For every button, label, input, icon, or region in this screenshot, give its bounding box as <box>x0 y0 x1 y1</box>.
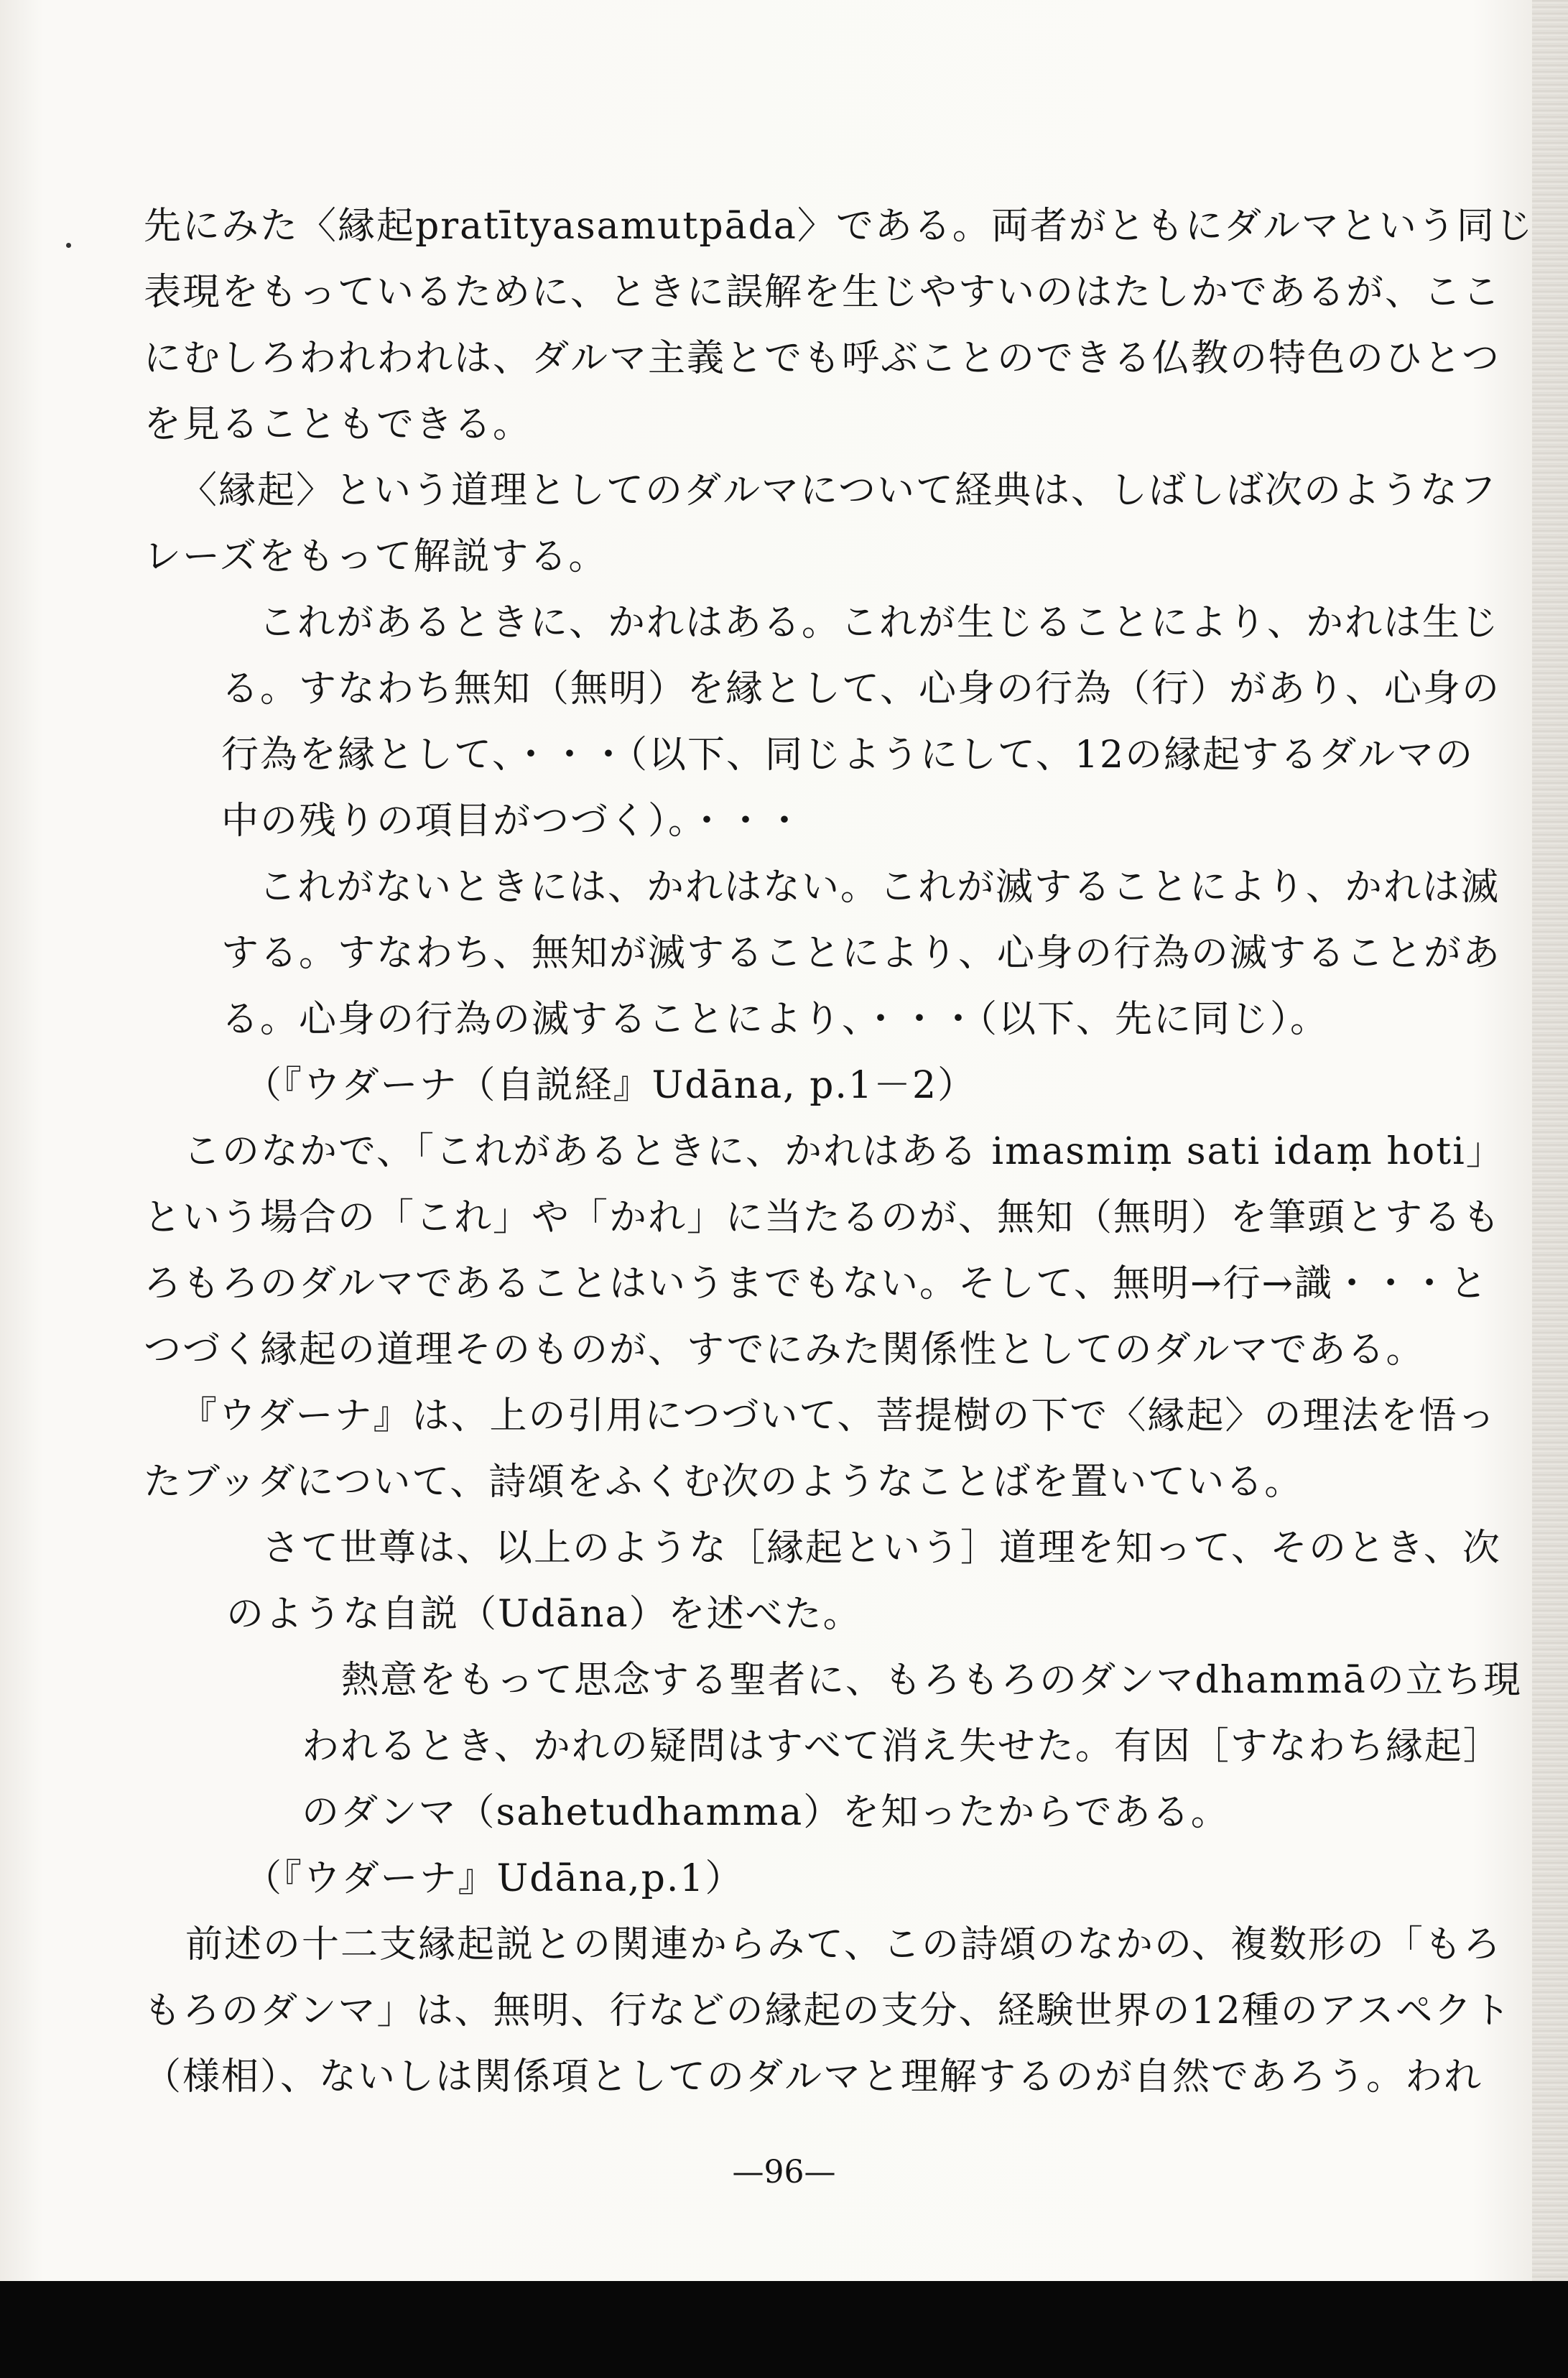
verse-line: われるとき、かれの疑問はすべて消え失せた。有因［すなわち縁起］ <box>302 1725 1502 1768</box>
scan-shadow-edge <box>1532 0 1568 2281</box>
paragraph-first-line: 『ウダーナ』は、上の引用につづいて、菩提樹の下で〈縁起〉の理法を悟っ <box>180 1394 1497 1438</box>
paragraph-first-line: このなかで、「これがあるときに、かれはある imasmiṃ sati idaṃ hoti」 <box>183 1130 1505 1173</box>
verse-line: のダンマ（sahetudhamma）を知ったからである。 <box>302 1791 1230 1834</box>
quote-line: 行為を縁として、・・・（以下、同じようにして、12の縁起するダルマの <box>221 734 1475 777</box>
text-line: もろのダンマ」は、無明、行などの縁起の支分、経験世界の12種のアスペクト <box>144 1989 1512 2032</box>
text-line: という場合の「これ」や「かれ」に当たるのが、無知（無明）を筆頭とするも <box>144 1196 1502 1239</box>
quote-line: のような自説（Udāna）を述べた。 <box>226 1593 862 1636</box>
text-line: を見ることもできる。 <box>144 403 532 446</box>
text-line: 表現をもっているために、ときに誤解を生じやすいのはたしかであるが、ここ <box>144 271 1502 314</box>
quote-line: さて世尊は、以上のような［縁起という］道理を知って、そのとき、次 <box>262 1527 1501 1570</box>
text-line: たブッダについて、詩頌をふくむ次のようなことばを置いている。 <box>144 1461 1304 1504</box>
text-line: レーズをもって解説する。 <box>144 535 608 578</box>
text-line: にむしろわれわれは、ダルマ主義とでも呼ぶことのできる仏教の特色のひとつ <box>144 337 1500 380</box>
quote-line: これがあるときに、かれはある。これが生じることにより、かれは生じ <box>259 601 1500 644</box>
margin-speck <box>66 243 71 248</box>
scan-border-bottom <box>0 2281 1568 2378</box>
quote-line: 中の残りの項目がつづく）。・・・ <box>221 800 805 843</box>
page-number: —96— <box>732 2154 836 2190</box>
citation: （『ウダーナ』Udāna,p.1） <box>244 1857 744 1900</box>
text-line: ろもろのダルマであることはいうまでもない。そして、無明→行→識・・・と <box>144 1262 1489 1305</box>
citation: （『ウダーナ（自説経』Udāna, p.1－2） <box>244 1064 977 1107</box>
paragraph-first-line: 〈縁起〉という道理としてのダルマについて経典は、しばしば次のようなフ <box>180 469 1498 512</box>
text-line: つづく縁起の道理そのものが、すでにみた関係性としてのダルマである。 <box>144 1328 1425 1371</box>
paragraph-first-line: 前述の十二支縁起説との関連からみて、この詩頌のなかの、複数形の「もろ <box>185 1923 1502 1966</box>
text-line: 先にみた〈縁起pratītyasamutpāda〉である。両者がともにダルマという同じ <box>144 205 1534 248</box>
quote-line: これがないときには、かれはない。これが滅することにより、かれは滅 <box>259 866 1500 909</box>
verse-line: 熱意をもって思念する聖者に、もろもろのダンマdhammāの立ち現 <box>341 1659 1522 1702</box>
quote-line: る。心身の行為の滅することにより、・・・（以下、先に同じ）。 <box>221 998 1330 1041</box>
quote-line: る。すなわち無知（無明）を縁として、心身の行為（行）があり、心身の <box>221 667 1500 711</box>
text-line: （様相）、ないしは関係項としてのダルマと理解するのが自然であろう。われ <box>144 2055 1483 2099</box>
quote-line: する。すなわち、無知が滅することにより、心身の行為の滅することがあ <box>221 932 1502 975</box>
